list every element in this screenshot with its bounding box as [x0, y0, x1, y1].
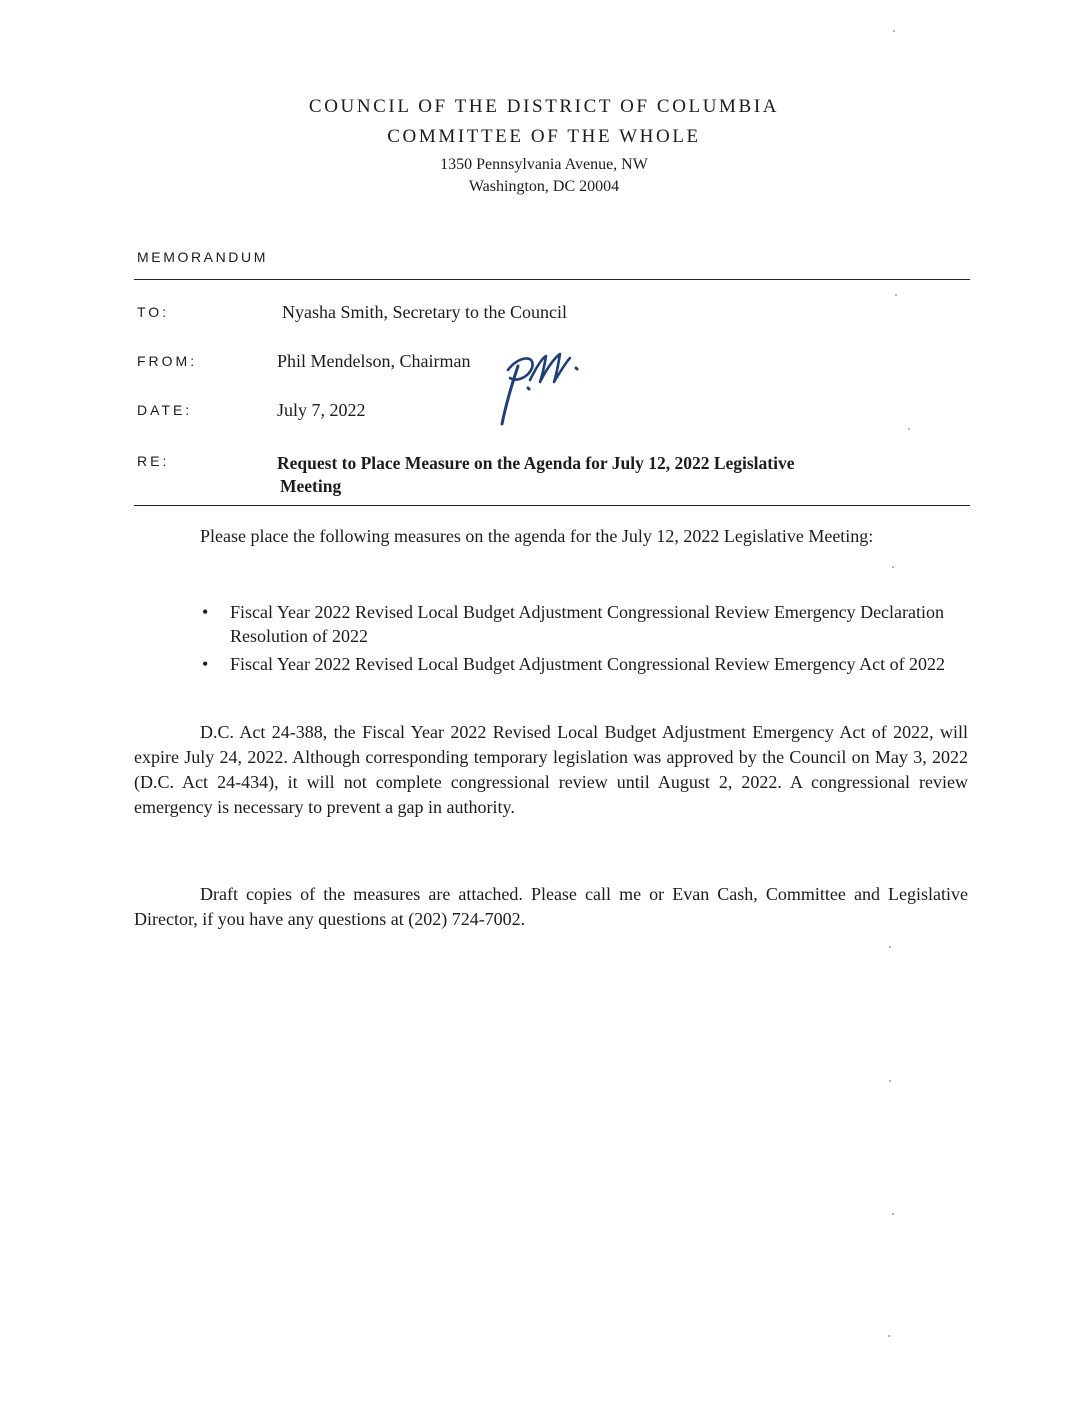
measure-text: Fiscal Year 2022 Revised Local Budget Adjustment Congressional Review Emergency Act of 2022: [230, 654, 946, 674]
from-value: Phil Mendelson, Chairman: [277, 351, 471, 371]
scan-speck: [892, 1213, 894, 1215]
list-item: [196, 600, 968, 648]
scan-speck: [895, 294, 897, 296]
contact-paragraph: Draft copies of the measures are attached. Please call me or Evan Cash, Committee and Legislative Director, if you have any questions at (202) 724-7002.: [134, 884, 968, 929]
from-label: FROM:: [137, 353, 198, 369]
scan-speck: [889, 1080, 891, 1082]
council-name: COUNCIL OF THE DISTRICT OF COLUMBIA: [308, 96, 780, 117]
signature-initials: [488, 344, 588, 430]
city-address: Washington, DC 20004: [468, 178, 620, 195]
re-subject-line1: Request to Place Measure on the Agenda for July 12, 2022 Legislative: [277, 453, 795, 473]
re-subject: [277, 452, 937, 498]
to-value: Nyasha Smith, Secretary to the Council: [282, 302, 567, 322]
scan-speck: [888, 1335, 890, 1337]
date-value: July 7, 2022: [277, 400, 366, 420]
list-item: [196, 652, 968, 676]
memorandum-heading: MEMORANDUM: [137, 249, 268, 265]
committee-name: COMMITTEE OF THE WHOLE: [387, 126, 701, 147]
bullet-icon: •: [202, 654, 209, 674]
measures-list: [196, 600, 968, 680]
scan-speck: [893, 30, 895, 32]
re-subject-line2: Meeting: [280, 476, 342, 496]
date-label: DATE:: [137, 402, 193, 418]
intro-paragraph: Please place the following measures on the agenda for the July 12, 2022 Legislative Meeting:: [200, 526, 874, 546]
scan-speck: [892, 566, 894, 568]
re-label: RE:: [137, 453, 170, 469]
street-address: 1350 Pennsylvania Avenue, NW: [440, 156, 648, 173]
scan-speck: [908, 428, 910, 430]
to-label: TO:: [137, 304, 170, 320]
bullet-icon: •: [202, 602, 209, 622]
divider-bottom: [134, 505, 970, 506]
scan-speck: [889, 946, 891, 948]
explanation-paragraph: D.C. Act 24-388, the Fiscal Year 2022 Revised Local Budget Adjustment Emergency Act of 2022, will expire July 24, 2022. Although corresponding temporary legislation was approved by the Council on May 3, 2022 (D.C. Act 24-434), it will not complete congressional review until August 2, 2022. A congressional review emergency is necessary to prevent a gap in authority.: [134, 722, 968, 817]
measure-text: Fiscal Year 2022 Revised Local Budget Adjustment Congressional Review Emergency Declaration Resolution of 2022: [230, 602, 945, 646]
divider-top: [134, 279, 970, 280]
